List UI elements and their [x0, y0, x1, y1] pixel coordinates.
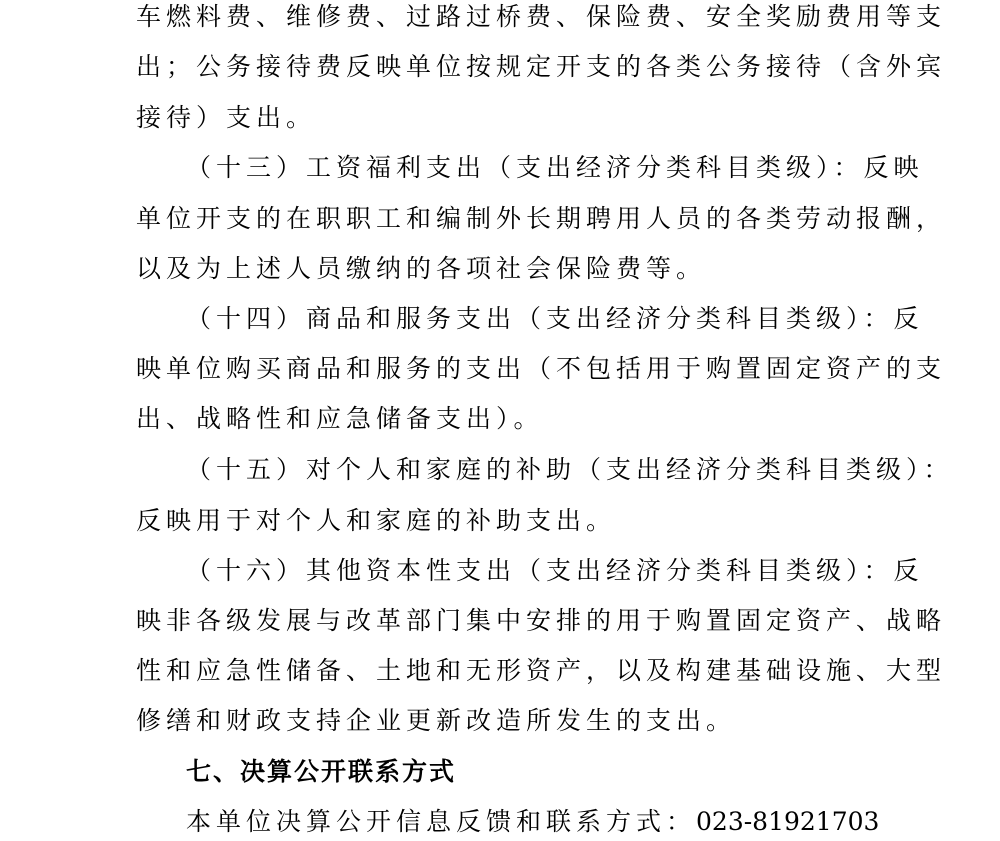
- text-line: 单位开支的在职职工和编制外长期聘用人员的各类劳动报酬，: [136, 204, 947, 233]
- text-line: 映单位购买商品和服务的支出（不包括用于购置固定资产的支: [136, 354, 947, 383]
- text-line: 车燃料费、维修费、过路过桥费、保险费、安全奖励费用等支: [136, 2, 947, 31]
- contact-line: [186, 807, 879, 837]
- text-line: 修缮和财政支持企业更新改造所发生的支出。: [136, 706, 737, 735]
- contact-label: 本单位决算公开信息反馈和联系方式：: [186, 807, 697, 836]
- section-heading: 七、决算公开联系方式: [186, 757, 457, 786]
- paragraph-16-start: （十六）其他资本性支出（支出经济分类科目类级）：反: [186, 556, 924, 585]
- contact-phone: 023-81921703: [696, 807, 880, 836]
- paragraph-15-start: （十五）对个人和家庭的补助（支出经济分类科目类级）：: [186, 455, 954, 484]
- paragraph-14-start: （十四）商品和服务支出（支出经济分类科目类级）：反: [186, 304, 924, 333]
- paragraph-13-start: （十三）工资福利支出（支出经济分类科目类级）：反映: [186, 153, 924, 182]
- text-line: 反映用于对个人和家庭的补助支出。: [136, 506, 617, 535]
- text-line: 出、战略性和应急储备支出）。: [136, 404, 544, 433]
- text-line: 出；公务接待费反映单位按规定开支的各类公务接待（含外宾: [136, 52, 947, 81]
- text-line: 性和应急性储备、土地和无形资产，以及构建基础设施、大型: [136, 656, 947, 685]
- text-line: 映非各级发展与改革部门集中安排的用于购置固定资产、战略: [136, 606, 947, 635]
- text-line: 以及为上述人员缴纳的各项社会保险费等。: [136, 254, 707, 283]
- text-line: 接待）支出。: [136, 103, 317, 132]
